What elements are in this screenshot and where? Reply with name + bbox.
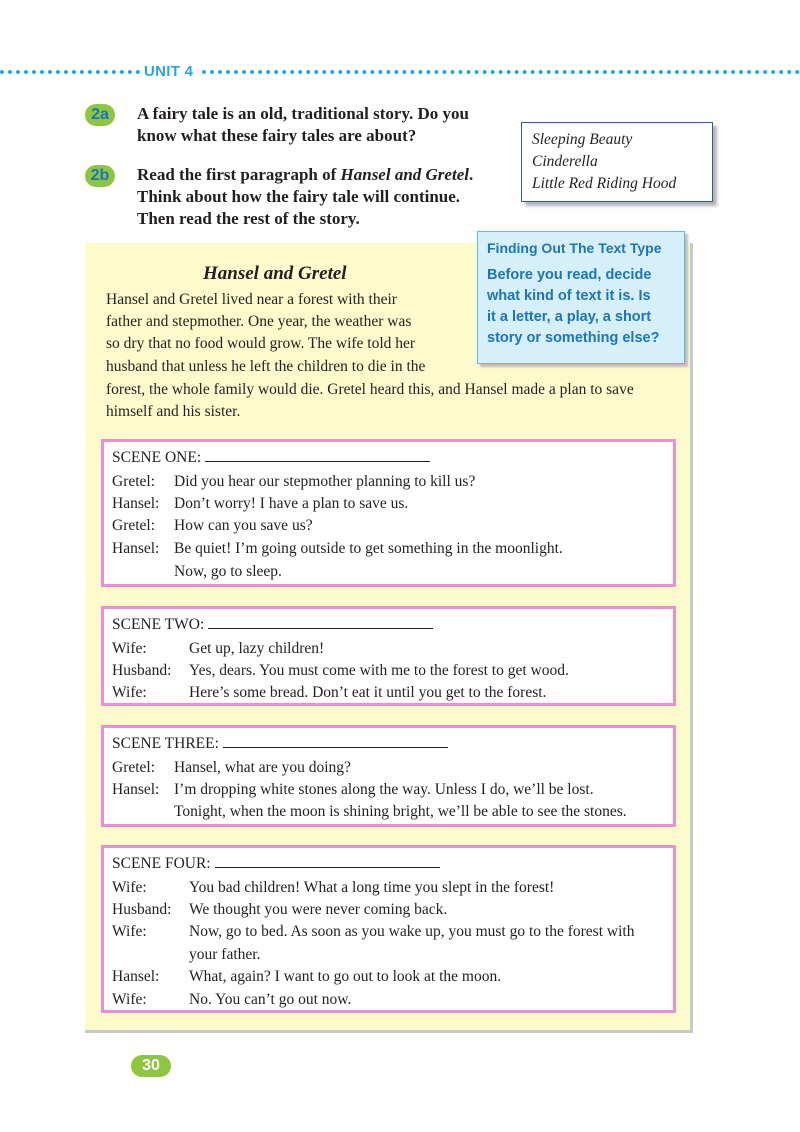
line-text: We thought you were never coming back. (189, 901, 448, 918)
scene-box-two (101, 606, 676, 706)
fairy-tale-item: Sleeping Beauty (532, 131, 633, 148)
tip-line: story or something else? (487, 330, 660, 346)
line-text: Yes, dears. You must come with me to the forest to get wood. (189, 662, 569, 679)
story-line: himself and his sister. (106, 403, 241, 420)
line-text: your father. (189, 946, 261, 963)
scene-heading-label: SCENE FOUR: (112, 855, 211, 872)
scene-heading (112, 449, 430, 467)
line-text: Now, go to bed. As soon as you wake up, you must go to the forest with (189, 923, 635, 940)
scene-heading (112, 616, 433, 634)
unit-label: UNIT 4 (144, 63, 194, 80)
scene-title-blank[interactable] (215, 858, 440, 868)
line-text: Get up, lazy children! (189, 640, 325, 657)
task-2a-line: know what these fairy tales are about? (137, 126, 417, 145)
line-text: Don’t worry! I have a plan to save us. (174, 495, 409, 512)
line-text: Hansel, what are you doing? (174, 759, 351, 776)
line-text: No. You can’t go out now. (189, 991, 352, 1008)
line-text: Now, go to sleep. (174, 563, 282, 580)
page-number: 30 (131, 1055, 171, 1077)
speaker: Wife: (112, 923, 147, 940)
tip-line: it a letter, a play, a short (487, 309, 652, 325)
scene-title-blank[interactable] (208, 619, 433, 629)
speaker: Husband: (112, 901, 172, 918)
tip-title: Finding Out The Text Type (487, 240, 662, 256)
story-line: forest, the whole family would die. Gretel heard this, and Hansel made a plan to save (106, 381, 634, 398)
scene-heading (112, 735, 448, 753)
speaker: Hansel: (112, 968, 160, 985)
task-2b-line: Then read the rest of the story. (137, 209, 360, 228)
task-2b-text (137, 164, 473, 230)
tip-line: what kind of text it is. Is (487, 288, 651, 304)
line-text: Did you hear our stepmother planning to kill us? (174, 473, 476, 490)
unit-header (0, 63, 800, 81)
scene-heading-label: SCENE ONE: (112, 449, 202, 466)
fairy-tale-item: Cinderella (532, 153, 598, 170)
scene-heading (112, 855, 440, 873)
speaker: Hansel: (112, 540, 160, 557)
speaker: Wife: (112, 991, 147, 1008)
story-line: Hansel and Gretel lived near a forest with their (106, 291, 397, 308)
speaker: Gretel: (112, 759, 156, 776)
task-2b-line: Think about how the fairy tale will continue. (137, 187, 461, 206)
line-text: You bad children! What a long time you slept in the forest! (189, 879, 555, 896)
speaker: Gretel: (112, 473, 156, 490)
line-text: Tonight, when the moon is shining bright, we’ll be able to see the stones. (174, 803, 627, 820)
speaker: Husband: (112, 662, 172, 679)
story-line: so dry that no food would grow. The wife told her (106, 335, 416, 352)
line-text: Be quiet! I’m going outside to get something in the moonlight. (174, 540, 563, 557)
dotted-rule-left (0, 70, 140, 74)
speaker: Hansel: (112, 781, 160, 798)
task-2b-prefix: Read the first paragraph of (137, 165, 341, 184)
tip-box (477, 231, 685, 364)
scene-box-three (101, 725, 676, 827)
speaker: Wife: (112, 684, 147, 701)
fairy-tale-item: Little Red Riding Hood (532, 175, 677, 192)
line-text: I’m dropping white stones along the way. Unless I do, we’ll be lost. (174, 781, 594, 798)
task-2a-text (137, 103, 469, 147)
speaker: Wife: (112, 640, 147, 657)
line-text: What, again? I want to go out to look at the moon. (189, 968, 502, 985)
fairy-tales-list (521, 122, 713, 202)
task-2b-story-title: Hansel and Gretel (340, 165, 469, 184)
dotted-rule-right (202, 70, 800, 74)
scene-heading-label: SCENE THREE: (112, 735, 219, 752)
task-2a-line: A fairy tale is an old, traditional story. Do you (137, 104, 469, 123)
task-2b-suffix: . (468, 165, 474, 184)
story-line: husband that unless he left the children to die in the (106, 358, 426, 375)
task-badge-2a: 2a (85, 104, 115, 126)
scene-heading-label: SCENE TWO: (112, 616, 205, 633)
line-text: Here’s some bread. Don’t eat it until you get to the forest. (189, 684, 547, 701)
story-title: Hansel and Gretel (203, 263, 347, 284)
scene-title-blank[interactable] (223, 738, 448, 748)
task-badge-2b: 2b (85, 165, 115, 187)
task-2b-line (137, 164, 473, 186)
speaker: Hansel: (112, 495, 160, 512)
scene-box-one (101, 439, 676, 587)
tip-line: Before you read, decide (487, 267, 652, 283)
scene-box-four (101, 845, 676, 1013)
speaker: Wife: (112, 879, 147, 896)
speaker: Gretel: (112, 517, 156, 534)
story-line: father and stepmother. One year, the weather was (106, 313, 412, 330)
scene-title-blank[interactable] (205, 452, 430, 462)
line-text: How can you save us? (174, 517, 313, 534)
